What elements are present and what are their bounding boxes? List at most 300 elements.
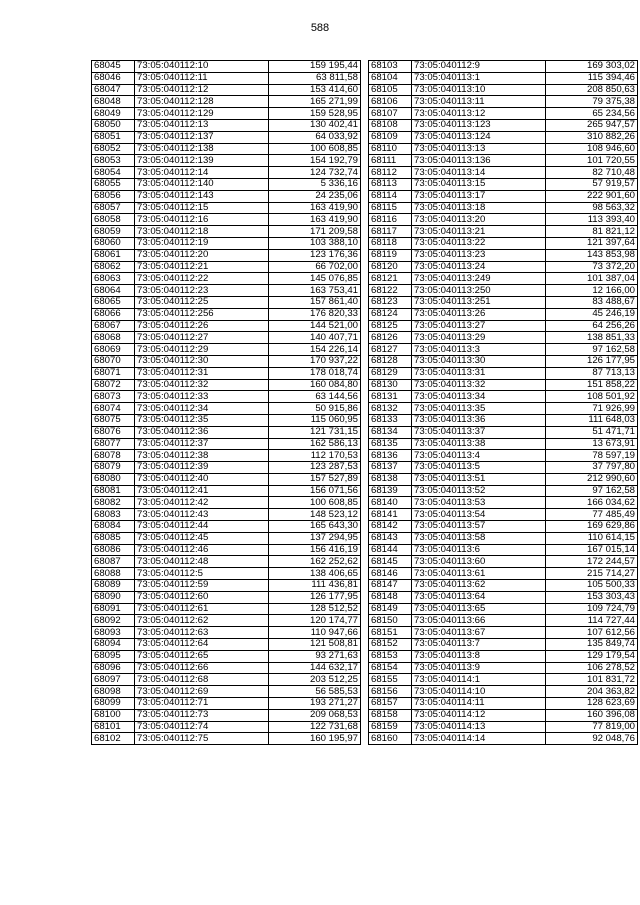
- cadastral-number-cell: 73:05:040113:20: [412, 214, 546, 226]
- row-number-cell: 68109: [369, 131, 412, 143]
- cadastral-number-cell: 73:05:040113:14: [412, 167, 546, 179]
- page-number: 588: [310, 22, 330, 34]
- value-cell: 135 849,74: [546, 639, 638, 651]
- table-row: [369, 273, 638, 285]
- cadastral-number-cell: 73:05:040113:36: [412, 414, 546, 426]
- table-row: [369, 650, 638, 662]
- row-number-cell: 68158: [369, 709, 412, 721]
- table-row: [92, 403, 361, 415]
- row-number-cell: 68064: [92, 285, 135, 297]
- cadastral-number-cell: 73:05:040113:1: [412, 72, 546, 84]
- table-row: [92, 580, 361, 592]
- cadastral-number-cell: 73:05:040113:62: [412, 580, 546, 592]
- row-number-cell: 68116: [369, 214, 412, 226]
- cadastral-number-cell: 73:05:040113:251: [412, 296, 546, 308]
- row-number-cell: 68145: [369, 556, 412, 568]
- row-number-cell: 68068: [92, 332, 135, 344]
- row-number-cell: 68051: [92, 131, 135, 143]
- cadastral-number-cell: 73:05:040113:31: [412, 367, 546, 379]
- cadastral-number-cell: 73:05:040112:22: [135, 273, 269, 285]
- value-cell: 101 720,55: [546, 155, 638, 167]
- table-row: [92, 226, 361, 238]
- row-number-cell: 68126: [369, 332, 412, 344]
- table-row: [369, 143, 638, 155]
- table-row: [92, 473, 361, 485]
- row-number-cell: 68045: [92, 61, 135, 73]
- value-cell: 170 937,22: [269, 355, 361, 367]
- table-row: [92, 131, 361, 143]
- cadastral-number-cell: 73:05:040113:15: [412, 178, 546, 190]
- row-number-cell: 68137: [369, 462, 412, 474]
- row-number-cell: 68094: [92, 639, 135, 651]
- cadastral-number-cell: 73:05:040113:13: [412, 143, 546, 155]
- row-number-cell: 68123: [369, 296, 412, 308]
- table-row: [92, 521, 361, 533]
- table-row: [369, 674, 638, 686]
- row-number-cell: 68065: [92, 296, 135, 308]
- table-row: [92, 155, 361, 167]
- value-cell: 77 819,00: [546, 721, 638, 733]
- table-row: [92, 379, 361, 391]
- row-number-cell: 68135: [369, 438, 412, 450]
- table-row: [369, 662, 638, 674]
- value-cell: 130 402,41: [269, 119, 361, 131]
- value-cell: 145 076,85: [269, 273, 361, 285]
- cadastral-number-cell: 73:05:040112:38: [135, 450, 269, 462]
- cadastral-number-cell: 73:05:040112:65: [135, 650, 269, 662]
- cadastral-number-cell: 73:05:040113:8: [412, 650, 546, 662]
- value-cell: 126 177,95: [269, 591, 361, 603]
- table-row: [92, 698, 361, 710]
- value-cell: 115 060,95: [269, 414, 361, 426]
- row-number-cell: 68081: [92, 485, 135, 497]
- table-row: [92, 650, 361, 662]
- cadastral-number-cell: 73:05:040114:12: [412, 709, 546, 721]
- value-cell: 121 731,15: [269, 426, 361, 438]
- value-cell: 169 629,86: [546, 521, 638, 533]
- table-row: [92, 391, 361, 403]
- row-number-cell: 68144: [369, 544, 412, 556]
- value-cell: 101 387,04: [546, 273, 638, 285]
- row-number-cell: 68104: [369, 72, 412, 84]
- value-cell: 65 234,56: [546, 108, 638, 120]
- row-number-cell: 68118: [369, 237, 412, 249]
- value-cell: 64 256,26: [546, 320, 638, 332]
- value-cell: 203 512,25: [269, 674, 361, 686]
- value-cell: 37 797,80: [546, 462, 638, 474]
- row-number-cell: 68113: [369, 178, 412, 190]
- row-number-cell: 68142: [369, 521, 412, 533]
- table-row: [92, 639, 361, 651]
- value-cell: 124 732,74: [269, 167, 361, 179]
- row-number-cell: 68047: [92, 84, 135, 96]
- cadastral-number-cell: 73:05:040113:5: [412, 462, 546, 474]
- value-cell: 157 527,89: [269, 473, 361, 485]
- cadastral-number-cell: 73:05:040112:10: [135, 61, 269, 73]
- value-cell: 66 702,00: [269, 261, 361, 273]
- table-row: [369, 414, 638, 426]
- table-row: [92, 285, 361, 297]
- cadastral-number-cell: 73:05:040112:15: [135, 202, 269, 214]
- cadastral-number-cell: 73:05:040112:5: [135, 568, 269, 580]
- cadastral-number-cell: 73:05:040113:21: [412, 226, 546, 238]
- cadastral-number-cell: 73:05:040112:33: [135, 391, 269, 403]
- table-row: [369, 332, 638, 344]
- value-cell: 128 512,52: [269, 603, 361, 615]
- row-number-cell: 68140: [369, 497, 412, 509]
- row-number-cell: 68138: [369, 473, 412, 485]
- table-row: [92, 273, 361, 285]
- row-number-cell: 68048: [92, 96, 135, 108]
- table-row: [369, 509, 638, 521]
- table-row: [92, 296, 361, 308]
- table-row: [369, 473, 638, 485]
- table-row: [369, 108, 638, 120]
- value-cell: 153 414,60: [269, 84, 361, 96]
- value-cell: 138 406,65: [269, 568, 361, 580]
- table-row: [369, 709, 638, 721]
- value-cell: 13 673,91: [546, 438, 638, 450]
- row-number-cell: 68108: [369, 119, 412, 131]
- table-row: [369, 391, 638, 403]
- table-row: [92, 332, 361, 344]
- row-number-cell: 68151: [369, 627, 412, 639]
- row-number-cell: 68117: [369, 226, 412, 238]
- table-row: [369, 438, 638, 450]
- row-number-cell: 68111: [369, 155, 412, 167]
- table-row: [369, 580, 638, 592]
- cadastral-number-cell: 73:05:040112:30: [135, 355, 269, 367]
- value-cell: 108 501,92: [546, 391, 638, 403]
- row-number-cell: 68130: [369, 379, 412, 391]
- table-row: [369, 603, 638, 615]
- row-number-cell: 68067: [92, 320, 135, 332]
- value-cell: 101 831,72: [546, 674, 638, 686]
- value-cell: 129 179,54: [546, 650, 638, 662]
- table-row: [92, 308, 361, 320]
- table-row: [369, 544, 638, 556]
- cadastral-number-cell: 73:05:040113:10: [412, 84, 546, 96]
- table-row: [369, 639, 638, 651]
- table-row: [92, 662, 361, 674]
- cadastral-number-cell: 73:05:040112:34: [135, 403, 269, 415]
- table-row: [92, 532, 361, 544]
- value-cell: 110 614,15: [546, 532, 638, 544]
- table-row: [369, 721, 638, 733]
- row-number-cell: 68070: [92, 355, 135, 367]
- cadastral-number-cell: 73:05:040112:64: [135, 639, 269, 651]
- value-cell: 112 170,53: [269, 450, 361, 462]
- row-number-cell: 68120: [369, 261, 412, 273]
- table-row: [369, 367, 638, 379]
- row-number-cell: 68055: [92, 178, 135, 190]
- cadastral-number-cell: 73:05:040112:129: [135, 108, 269, 120]
- table-row: [92, 603, 361, 615]
- value-cell: 178 018,74: [269, 367, 361, 379]
- cadastral-number-cell: 73:05:040113:249: [412, 273, 546, 285]
- cadastral-number-cell: 73:05:040113:60: [412, 556, 546, 568]
- row-number-cell: 68079: [92, 462, 135, 474]
- value-cell: 63 811,58: [269, 72, 361, 84]
- row-number-cell: 68157: [369, 698, 412, 710]
- row-number-cell: 68078: [92, 450, 135, 462]
- cadastral-number-cell: 73:05:040112:25: [135, 296, 269, 308]
- data-table-left: [91, 60, 361, 745]
- table-row: [92, 721, 361, 733]
- row-number-cell: 68062: [92, 261, 135, 273]
- value-cell: 138 851,33: [546, 332, 638, 344]
- row-number-cell: 68087: [92, 556, 135, 568]
- cadastral-number-cell: 73:05:040113:7: [412, 639, 546, 651]
- cadastral-number-cell: 73:05:040112:9: [412, 61, 546, 73]
- table-body: [92, 61, 361, 745]
- table-row: [92, 556, 361, 568]
- table-row: [369, 532, 638, 544]
- value-cell: 106 278,52: [546, 662, 638, 674]
- value-cell: 209 068,53: [269, 709, 361, 721]
- table-row: [369, 733, 638, 745]
- row-number-cell: 68154: [369, 662, 412, 674]
- table-row: [369, 261, 638, 273]
- value-cell: 5 336,16: [269, 178, 361, 190]
- cadastral-number-cell: 73:05:040112:23: [135, 285, 269, 297]
- value-cell: 92 048,76: [546, 733, 638, 745]
- value-cell: 78 597,19: [546, 450, 638, 462]
- cadastral-number-cell: 73:05:040113:22: [412, 237, 546, 249]
- cadastral-number-cell: 73:05:040112:128: [135, 96, 269, 108]
- cadastral-number-cell: 73:05:040112:16: [135, 214, 269, 226]
- table-row: [92, 72, 361, 84]
- value-cell: 73 372,20: [546, 261, 638, 273]
- value-cell: 57 919,57: [546, 178, 638, 190]
- table-row: [92, 485, 361, 497]
- row-number-cell: 68054: [92, 167, 135, 179]
- cadastral-number-cell: 73:05:040114:14: [412, 733, 546, 745]
- row-number-cell: 68049: [92, 108, 135, 120]
- cadastral-number-cell: 73:05:040113:123: [412, 119, 546, 131]
- value-cell: 103 388,10: [269, 237, 361, 249]
- table-row: [369, 379, 638, 391]
- cadastral-number-cell: 73:05:040112:12: [135, 84, 269, 96]
- table-row: [369, 178, 638, 190]
- value-cell: 310 882,26: [546, 131, 638, 143]
- cadastral-number-cell: 73:05:040113:54: [412, 509, 546, 521]
- row-number-cell: 68097: [92, 674, 135, 686]
- cadastral-number-cell: 73:05:040112:40: [135, 473, 269, 485]
- value-cell: 97 162,58: [546, 344, 638, 356]
- cadastral-number-cell: 73:05:040113:136: [412, 155, 546, 167]
- row-number-cell: 68061: [92, 249, 135, 261]
- table-row: [92, 414, 361, 426]
- table-row: [92, 733, 361, 745]
- table-row: [92, 202, 361, 214]
- cadastral-number-cell: 73:05:040112:14: [135, 167, 269, 179]
- table-row: [369, 686, 638, 698]
- value-cell: 212 990,60: [546, 473, 638, 485]
- cadastral-number-cell: 73:05:040112:256: [135, 308, 269, 320]
- row-number-cell: 68069: [92, 344, 135, 356]
- table-row: [369, 96, 638, 108]
- cadastral-number-cell: 73:05:040114:11: [412, 698, 546, 710]
- row-number-cell: 68156: [369, 686, 412, 698]
- row-number-cell: 68086: [92, 544, 135, 556]
- row-number-cell: 68147: [369, 580, 412, 592]
- row-number-cell: 68103: [369, 61, 412, 73]
- value-cell: 109 724,79: [546, 603, 638, 615]
- table-row: [92, 462, 361, 474]
- row-number-cell: 68115: [369, 202, 412, 214]
- cadastral-number-cell: 73:05:040112:27: [135, 332, 269, 344]
- table-row: [369, 72, 638, 84]
- row-number-cell: 68082: [92, 497, 135, 509]
- table-row: [92, 709, 361, 721]
- value-cell: 71 926,99: [546, 403, 638, 415]
- table-row: [369, 426, 638, 438]
- row-number-cell: 68102: [92, 733, 135, 745]
- value-cell: 122 731,68: [269, 721, 361, 733]
- row-number-cell: 68059: [92, 226, 135, 238]
- row-number-cell: 68125: [369, 320, 412, 332]
- table-row: [369, 462, 638, 474]
- cadastral-number-cell: 73:05:040114:10: [412, 686, 546, 698]
- value-cell: 128 623,69: [546, 698, 638, 710]
- cadastral-number-cell: 73:05:040112:138: [135, 143, 269, 155]
- table-row: [369, 61, 638, 73]
- cadastral-number-cell: 73:05:040113:37: [412, 426, 546, 438]
- table-row: [369, 344, 638, 356]
- table-row: [369, 84, 638, 96]
- table-row: [369, 627, 638, 639]
- value-cell: 110 947,66: [269, 627, 361, 639]
- row-number-cell: 68114: [369, 190, 412, 202]
- value-cell: 153 303,43: [546, 591, 638, 603]
- table-row: [369, 521, 638, 533]
- row-number-cell: 68077: [92, 438, 135, 450]
- cadastral-number-cell: 73:05:040112:19: [135, 237, 269, 249]
- table-row: [92, 426, 361, 438]
- cadastral-number-cell: 73:05:040112:29: [135, 344, 269, 356]
- cadastral-number-cell: 73:05:040113:18: [412, 202, 546, 214]
- value-cell: 154 226,14: [269, 344, 361, 356]
- table-row: [92, 237, 361, 249]
- row-number-cell: 68096: [92, 662, 135, 674]
- value-cell: 160 195,97: [269, 733, 361, 745]
- cadastral-number-cell: 73:05:040112:13: [135, 119, 269, 131]
- row-number-cell: 68152: [369, 639, 412, 651]
- table-row: [92, 320, 361, 332]
- row-number-cell: 68141: [369, 509, 412, 521]
- cadastral-number-cell: 73:05:040113:250: [412, 285, 546, 297]
- value-cell: 144 521,00: [269, 320, 361, 332]
- value-cell: 100 608,85: [269, 143, 361, 155]
- row-number-cell: 68093: [92, 627, 135, 639]
- table-row: [369, 131, 638, 143]
- row-number-cell: 68136: [369, 450, 412, 462]
- table-row: [92, 249, 361, 261]
- table-row: [92, 108, 361, 120]
- row-number-cell: 68073: [92, 391, 135, 403]
- value-cell: 24 235,06: [269, 190, 361, 202]
- row-number-cell: 68089: [92, 580, 135, 592]
- value-cell: 162 252,62: [269, 556, 361, 568]
- row-number-cell: 68080: [92, 473, 135, 485]
- value-cell: 163 419,90: [269, 214, 361, 226]
- row-number-cell: 68124: [369, 308, 412, 320]
- value-cell: 163 753,41: [269, 285, 361, 297]
- data-table-right: [368, 60, 638, 745]
- row-number-cell: 68053: [92, 155, 135, 167]
- value-cell: 165 271,99: [269, 96, 361, 108]
- cadastral-number-cell: 73:05:040112:20: [135, 249, 269, 261]
- cadastral-number-cell: 73:05:040113:52: [412, 485, 546, 497]
- cadastral-number-cell: 73:05:040112:39: [135, 462, 269, 474]
- table-row: [92, 627, 361, 639]
- row-number-cell: 68105: [369, 84, 412, 96]
- value-cell: 265 947,57: [546, 119, 638, 131]
- cadastral-number-cell: 73:05:040113:3: [412, 344, 546, 356]
- value-cell: 111 648,03: [546, 414, 638, 426]
- cadastral-number-cell: 73:05:040112:43: [135, 509, 269, 521]
- row-number-cell: 68088: [92, 568, 135, 580]
- value-cell: 45 246,19: [546, 308, 638, 320]
- cadastral-number-cell: 73:05:040113:4: [412, 450, 546, 462]
- value-cell: 157 861,40: [269, 296, 361, 308]
- row-number-cell: 68122: [369, 285, 412, 297]
- table-row: [92, 438, 361, 450]
- value-cell: 123 176,36: [269, 249, 361, 261]
- row-number-cell: 68072: [92, 379, 135, 391]
- row-number-cell: 68092: [92, 615, 135, 627]
- cadastral-number-cell: 73:05:040113:124: [412, 131, 546, 143]
- value-cell: 50 915,86: [269, 403, 361, 415]
- value-cell: 123 287,53: [269, 462, 361, 474]
- cadastral-number-cell: 73:05:040112:63: [135, 627, 269, 639]
- table-row: [369, 249, 638, 261]
- table-row: [92, 591, 361, 603]
- cadastral-number-cell: 73:05:040112:143: [135, 190, 269, 202]
- table-row: [92, 615, 361, 627]
- table-row: [92, 568, 361, 580]
- row-number-cell: 68060: [92, 237, 135, 249]
- cadastral-number-cell: 73:05:040113:26: [412, 308, 546, 320]
- cadastral-number-cell: 73:05:040112:139: [135, 155, 269, 167]
- value-cell: 208 850,63: [546, 84, 638, 96]
- row-number-cell: 68083: [92, 509, 135, 521]
- table-row: [369, 308, 638, 320]
- table-row: [369, 450, 638, 462]
- value-cell: 115 394,46: [546, 72, 638, 84]
- row-number-cell: 68046: [92, 72, 135, 84]
- cadastral-number-cell: 73:05:040112:46: [135, 544, 269, 556]
- value-cell: 163 419,90: [269, 202, 361, 214]
- cadastral-number-cell: 73:05:040112:60: [135, 591, 269, 603]
- row-number-cell: 68150: [369, 615, 412, 627]
- value-cell: 144 632,17: [269, 662, 361, 674]
- row-number-cell: 68131: [369, 391, 412, 403]
- table-row: [92, 190, 361, 202]
- cadastral-number-cell: 73:05:040112:62: [135, 615, 269, 627]
- value-cell: 162 586,13: [269, 438, 361, 450]
- cadastral-number-cell: 73:05:040112:42: [135, 497, 269, 509]
- row-number-cell: 68091: [92, 603, 135, 615]
- cadastral-number-cell: 73:05:040113:38: [412, 438, 546, 450]
- cadastral-number-cell: 73:05:040113:9: [412, 662, 546, 674]
- row-number-cell: 68121: [369, 273, 412, 285]
- table-row: [369, 155, 638, 167]
- row-number-cell: 68110: [369, 143, 412, 155]
- cadastral-number-cell: 73:05:040112:71: [135, 698, 269, 710]
- value-cell: 159 528,95: [269, 108, 361, 120]
